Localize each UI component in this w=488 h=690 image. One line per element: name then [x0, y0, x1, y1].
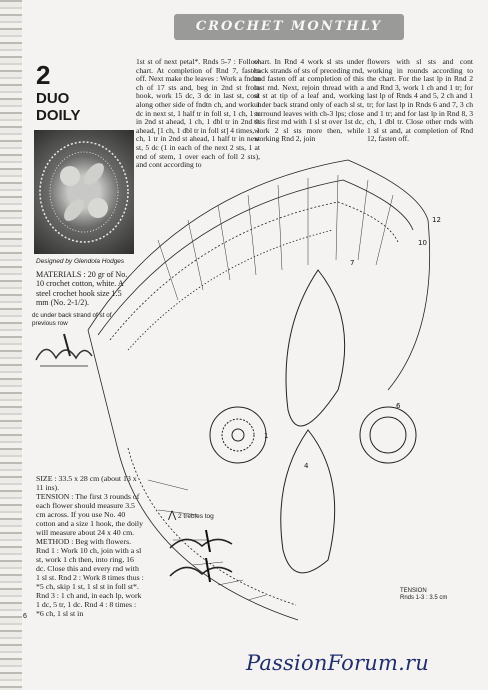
pattern-title: DUO DOILY	[36, 90, 81, 124]
magazine-banner: CROCHET MONTHLY	[174, 14, 404, 40]
tension-label: TENSION	[400, 588, 427, 594]
trebles-tog-legend	[168, 510, 214, 521]
tog-symbol-icon: ⋀	[168, 510, 177, 521]
site-watermark: PassionForum.ru	[246, 651, 429, 675]
chart-label-5: 4	[304, 462, 309, 470]
column-3: flowers with sl sts and cont working in rounds according to the chart. For the last lp in Rnd 2 and Rnd 3, work 1 ch and 1 tr; for last lp of Rnds 4 and 5, 2 ch and 1 tr; for last lp in Rnds 6 and 7, 3 ch and 1 tr; and for last lp in Rnd 8, 3 ch, 1 dbl tr. Close other rnds with 1 sl st and, at completion of Rnd 12, fasten off.	[367, 57, 473, 144]
crochet-chart-diagram	[58, 150, 488, 640]
chart-label-4: 6	[396, 402, 401, 410]
chart-label-2: 10	[418, 239, 427, 247]
chart-label-1: 12	[432, 216, 441, 224]
designer-credit: Designed by Glendola Hodges	[36, 258, 125, 265]
stitch-steps-icon	[166, 528, 236, 588]
chart-label-6: 1	[264, 432, 269, 440]
tension-text: TENSION : The first 3 rounds of each flower should measure 3.5 cm across. If you use No. 40 cotton and a size 1 hook, the doily will measure about 24 x 40 cm.	[36, 492, 143, 537]
size-text: SIZE : 33.5 x 28 cm (about 13 x 11 ins).	[36, 474, 137, 492]
page-number: 6	[23, 613, 27, 620]
legend-dc-label: dc under back strand of st of previous row	[32, 312, 112, 327]
materials-text: MATERIALS : 20 gr of No. 10 crochet cotton, white. A steel crochet hook size 1.5 mm (No. 2-1/2).	[36, 270, 128, 307]
column-1: 1st st of next petal*. Rnds 5-7 : Follow chart. At completion of Rnd 7, fasten off. Next make the leaves : Work a fndtn ch of 17 sts and, beg in 2nd st from hook, work 15 dc, 3 dc in last st, cont along other side of fndtn ch, and work 1 dc in next st, 1 half tr in foll st, 1 ch, 1 tr in 2nd st ahead, 1 ch, 1 dbl tr in 2nd st ahead, [1 ch, 1 dbl tr in foll st] 4 times, 1 ch, 1 tr in 2nd st ahead, 1 half tr in next st, 5 dc (1 in each of the next 2 sts, 1 at end of stem, 1 over each of foll 2 sts), and cont according to	[136, 57, 261, 170]
method-text: METHOD : Beg with flowers. Rnd 1 : Work 10 ch, join with a sl st, work 1 ch then, into ring, 16 dc. Close this and every rnd with 1 sl st. Rnd 2 : Work 8 times thus : *5 ch, skip 1 st, 1 sl st in foll st*. Rnd 3 : 1 ch and, in each lp, work 1 dc, 5 tr, 1 dc. Rnd 4 : 8 times : *6 ch, 1 sl st in	[36, 537, 144, 618]
tension-value: Rnds 1-3 : 3.5 cm	[400, 595, 448, 601]
binding-edge	[0, 0, 22, 690]
column-2: chart. In Rnd 4 work sl sts under back strands of sts of preceding rnd, and fasten off at completion of this last rnd. Next, rejoin thread with a sl st at tip of a leaf and, working under back strand only of each sl st, surround leaves with ch-3 lps; close this first rnd with 1 sl st over 1st dc, work 2 sl sts more then, while working Rnd 2, join	[254, 57, 364, 144]
tog-label: 2 trebles tog	[178, 513, 214, 520]
pattern-number: 2	[36, 60, 51, 90]
tension-box	[400, 588, 447, 602]
chart-label-3: 7	[350, 259, 355, 267]
